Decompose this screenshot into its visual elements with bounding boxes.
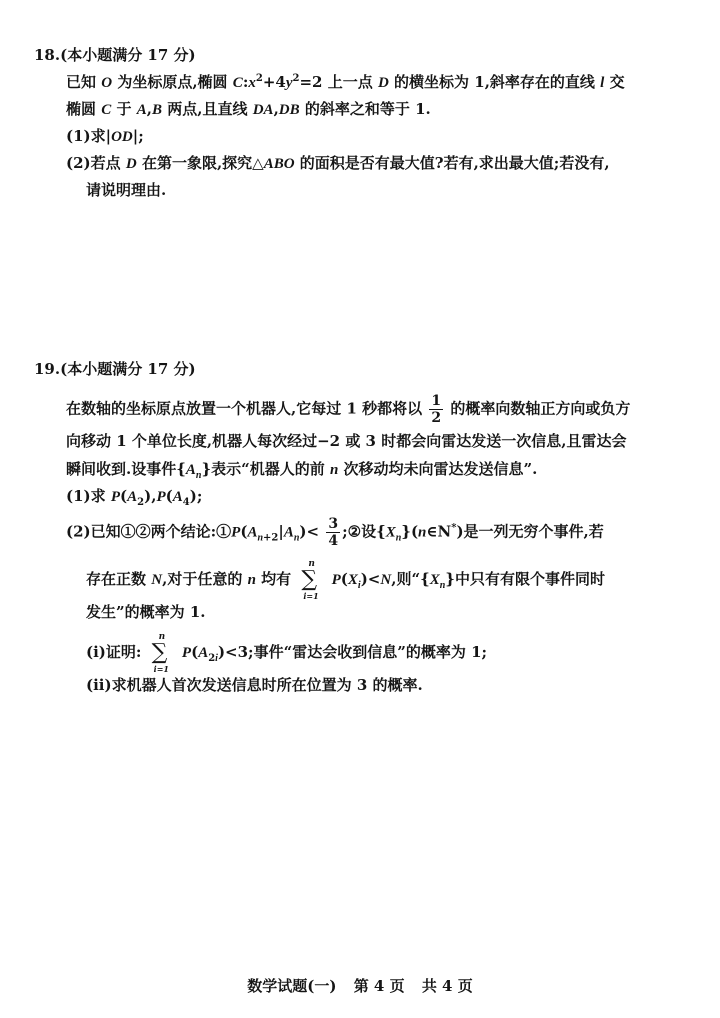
q18-part-1: (1)求|OD|;: [66, 127, 144, 145]
q18-part-2: (2)若点 D 在第一象限,探究△ABO 的面积是否有最大值?若有,求出最大值;若没有,: [66, 154, 610, 172]
footer-subject: 数学试题(一): [247, 977, 337, 995]
fraction-three-quarters: $\frac{3}{4}$: [328, 516, 339, 549]
q18-header: 18.(本小题满分 17 分): [34, 46, 196, 64]
q19-part-2: (2)已知①②两个结论$:①P(A_{n+2}|A_n)<$ $\frac{3}{4}$ ;②设$\{X_n\}(n\in N^*)$是一列无穷个事件,若: [66, 516, 604, 549]
q19-stem-line-2: 向移动 1 个单位长度,机器人每次经过−2 或 3 时都会向雷达发送一次信息,且雷达会: [66, 432, 627, 450]
q18-part-2-cont: 请说明理由.: [86, 181, 167, 199]
q19-part-1: (1)求 $P(A_2),P(A_4)$;: [66, 487, 203, 508]
summation-symbol: n ∑ i=1: [301, 559, 319, 601]
q18-stem-line-1: 已知 O 为坐标原点,椭圆 $C:x^2+4y^2=2$ 上一点 D 的横坐标为 1,斜率存在的直线 l 交: [66, 73, 625, 91]
q19-part-2-line-2: 存在正数 N,对于任意的 n 均有 n ∑ i=1 $P(X_i)<N$,则“$\{X_n\}$中只有有限个事件同时: [86, 559, 605, 601]
q19-part-2-line-3: 发生”的概率为 1.: [86, 603, 206, 621]
q19-part-2-i: (i)证明: n ∑ i=1 $P(A_{2i})<3$;事件“雷达会收到信息”的概率为 1;: [86, 632, 488, 674]
fraction-one-half: $\frac{1}{2}$: [431, 393, 442, 426]
summation-symbol: n ∑ i=1: [151, 632, 169, 674]
q18-stem-line-2: 椭圆 C 于 A,B 两点,且直线 DA,DB 的斜率之和等于 1.: [66, 100, 431, 118]
q19-header: 19.(本小题满分 17 分): [34, 360, 196, 378]
footer-total-pages: 共 4 页: [421, 977, 473, 995]
footer-page-number: 第 4 页: [353, 977, 405, 995]
q19-part-2-ii: (ii)求机器人首次发送信息时所在位置为 3 的概率.: [86, 676, 423, 694]
q19-stem-line-1: 在数轴的坐标原点放置一个机器人,它每过 1 秒都将以 $\frac{1}{2}$ 的概率向数轴正方向或负方: [66, 393, 631, 426]
page-footer: [0, 975, 720, 997]
q19-stem-line-3: 瞬间收到.设事件$\{A_n\}$表示“机器人的前 n 次移动均未向雷达发送信息”.: [66, 460, 538, 481]
